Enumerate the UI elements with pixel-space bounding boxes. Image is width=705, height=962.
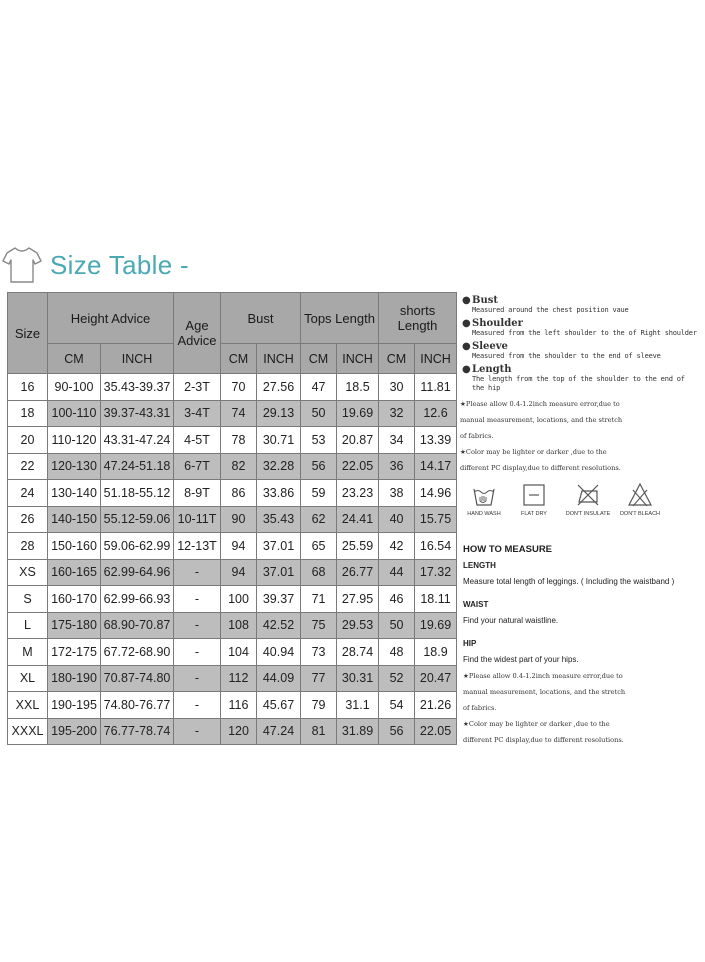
table-row xyxy=(8,453,457,480)
cell-height-inch: 51.18-55.12 xyxy=(101,480,174,507)
measurement-legend xyxy=(460,295,700,528)
cell-size: 22 xyxy=(8,453,48,480)
legend-item-shoulder xyxy=(460,318,700,338)
howto-length-head: LENGTH xyxy=(463,561,496,570)
cell-age: - xyxy=(174,692,221,719)
cell-height-cm: 110-120 xyxy=(48,427,101,454)
cell-age: 8-9T xyxy=(174,480,221,507)
header-tops-inch: INCH xyxy=(337,344,379,374)
cell-height-cm: 160-170 xyxy=(48,586,101,613)
cell-shorts-cm: 34 xyxy=(379,427,415,454)
flat-dry-icon xyxy=(521,482,547,508)
table-row xyxy=(8,533,457,560)
cell-height-inch: 43.31-47.24 xyxy=(101,427,174,454)
cell-size: 28 xyxy=(8,533,48,560)
cell-size: 18 xyxy=(8,400,48,427)
cell-shorts-inch: 18.9 xyxy=(415,639,457,666)
note-line: ★Please allow 0.4-1.2inch measure error,due to xyxy=(463,672,623,680)
header-age-advice xyxy=(174,293,221,374)
table-row xyxy=(8,480,457,507)
header-shorts-cm: CM xyxy=(379,344,415,374)
header-size: Size xyxy=(8,293,48,374)
cell-size: 24 xyxy=(8,480,48,507)
how-to-measure xyxy=(463,544,703,748)
size-table xyxy=(7,292,457,745)
table-row xyxy=(8,718,457,745)
table-row xyxy=(8,612,457,639)
cell-bust-inch: 27.56 xyxy=(257,374,301,401)
cell-tops-cm: 73 xyxy=(301,639,337,666)
cell-shorts-inch: 17.32 xyxy=(415,559,457,586)
bullet-icon: ● xyxy=(462,318,471,329)
cell-bust-cm: 112 xyxy=(221,665,257,692)
cell-tops-inch: 20.87 xyxy=(337,427,379,454)
cell-shorts-cm: 54 xyxy=(379,692,415,719)
cell-shorts-cm: 56 xyxy=(379,718,415,745)
cell-height-inch: 74.80-76.77 xyxy=(101,692,174,719)
cell-tops-cm: 53 xyxy=(301,427,337,454)
bullet-icon: ● xyxy=(462,364,471,375)
cell-bust-cm: 120 xyxy=(221,718,257,745)
header-tops-length: Tops Length xyxy=(301,293,379,344)
cell-height-cm: 175-180 xyxy=(48,612,101,639)
cell-tops-cm: 47 xyxy=(301,374,337,401)
cell-height-inch: 67.72-68.90 xyxy=(101,639,174,666)
cell-tops-cm: 71 xyxy=(301,586,337,613)
cell-tops-cm: 62 xyxy=(301,506,337,533)
note-line: of fabrics. xyxy=(460,432,494,440)
legend-item-sleeve xyxy=(460,341,700,361)
cell-height-cm: 160-165 xyxy=(48,559,101,586)
cell-tops-cm: 68 xyxy=(301,559,337,586)
header-bust-inch: INCH xyxy=(257,344,301,374)
cell-tops-inch: 31.89 xyxy=(337,718,379,745)
care-dont-bleach xyxy=(612,482,668,517)
cell-bust-inch: 40.94 xyxy=(257,639,301,666)
cell-shorts-cm: 46 xyxy=(379,586,415,613)
cell-bust-cm: 104 xyxy=(221,639,257,666)
legend-desc: Measured around the chest position vaue xyxy=(472,306,629,314)
cell-size: XXL xyxy=(8,692,48,719)
note-line: ★Color may be lighter or darker ,due to the xyxy=(460,448,607,456)
table-row xyxy=(8,665,457,692)
cell-height-cm: 180-190 xyxy=(48,665,101,692)
note-line: different PC display,due to different resolutions. xyxy=(463,736,624,744)
header-shorts-line1: shorts xyxy=(399,303,436,318)
header-shorts-line2: Length xyxy=(397,318,438,333)
cell-height-inch: 35.43-39.37 xyxy=(101,374,174,401)
howto-waist-text: Find your natural waistline. xyxy=(463,616,559,625)
cell-bust-cm: 94 xyxy=(221,559,257,586)
care-dont-insulate xyxy=(560,482,616,517)
cell-shorts-cm: 38 xyxy=(379,480,415,507)
cell-size: XS xyxy=(8,559,48,586)
note-line: ★Please allow 0.4-1.2inch measure error,due to xyxy=(460,400,620,408)
cell-height-cm: 120-130 xyxy=(48,453,101,480)
do-not-bleach-icon xyxy=(627,482,653,508)
cell-bust-inch: 33.86 xyxy=(257,480,301,507)
cell-height-cm: 190-195 xyxy=(48,692,101,719)
legend-item-bust xyxy=(460,295,700,315)
cell-size: M xyxy=(8,639,48,666)
care-hand-wash xyxy=(456,482,512,517)
legend-item-length xyxy=(460,364,700,393)
cell-shorts-cm: 52 xyxy=(379,665,415,692)
cell-tops-inch: 28.74 xyxy=(337,639,379,666)
cell-bust-inch: 35.43 xyxy=(257,506,301,533)
cell-shorts-inch: 22.05 xyxy=(415,718,457,745)
legend-head: Shoulder xyxy=(472,318,523,329)
title-row xyxy=(0,238,260,290)
bullet-icon: ● xyxy=(462,341,471,352)
table-row xyxy=(8,427,457,454)
cell-bust-inch: 30.71 xyxy=(257,427,301,454)
cell-height-inch: 62.99-64.96 xyxy=(101,559,174,586)
howto-title: HOW TO MEASURE xyxy=(463,544,553,555)
cell-tops-cm: 56 xyxy=(301,453,337,480)
cell-height-cm: 130-140 xyxy=(48,480,101,507)
cell-height-inch: 55.12-59.06 xyxy=(101,506,174,533)
cell-tops-cm: 75 xyxy=(301,612,337,639)
table-row xyxy=(8,639,457,666)
hand-wash-icon xyxy=(471,482,497,508)
cell-age: 4-5T xyxy=(174,427,221,454)
cell-height-inch: 39.37-43.31 xyxy=(101,400,174,427)
care-label: DON'T BLEACH xyxy=(619,511,661,517)
cell-tops-inch: 25.59 xyxy=(337,533,379,560)
cell-bust-inch: 45.67 xyxy=(257,692,301,719)
table-row xyxy=(8,559,457,586)
cell-bust-inch: 42.52 xyxy=(257,612,301,639)
cell-bust-inch: 32.28 xyxy=(257,453,301,480)
cell-size: L xyxy=(8,612,48,639)
howto-hip-head: HIP xyxy=(463,639,477,648)
legend-head: Length xyxy=(472,364,512,375)
howto-hip-text: Find the widest part of your hips. xyxy=(463,655,579,664)
header-height-inch: INCH xyxy=(101,344,174,374)
cell-bust-cm: 86 xyxy=(221,480,257,507)
table-row xyxy=(8,374,457,401)
cell-bust-cm: 100 xyxy=(221,586,257,613)
cell-height-cm: 172-175 xyxy=(48,639,101,666)
cell-tops-inch: 31.1 xyxy=(337,692,379,719)
howto-notes xyxy=(463,668,703,748)
legend-head: Bust xyxy=(472,295,498,306)
cell-shorts-inch: 14.17 xyxy=(415,453,457,480)
cell-height-cm: 140-150 xyxy=(48,506,101,533)
table-row xyxy=(8,692,457,719)
cell-tops-cm: 81 xyxy=(301,718,337,745)
cell-age: - xyxy=(174,639,221,666)
cell-height-cm: 150-160 xyxy=(48,533,101,560)
cell-height-inch: 76.77-78.74 xyxy=(101,718,174,745)
cell-size: 16 xyxy=(8,374,48,401)
tshirt-icon xyxy=(2,244,42,284)
cell-shorts-inch: 19.69 xyxy=(415,612,457,639)
header-tops-cm: CM xyxy=(301,344,337,374)
header-bust-cm: CM xyxy=(221,344,257,374)
cell-age: 2-3T xyxy=(174,374,221,401)
cell-shorts-cm: 42 xyxy=(379,533,415,560)
table-row xyxy=(8,400,457,427)
cell-age: 3-4T xyxy=(174,400,221,427)
cell-height-inch: 68.90-70.87 xyxy=(101,612,174,639)
cell-age: 12-13T xyxy=(174,533,221,560)
cell-shorts-inch: 20.47 xyxy=(415,665,457,692)
care-flat-dry xyxy=(506,482,562,517)
cell-height-inch: 59.06-62.99 xyxy=(101,533,174,560)
table-row xyxy=(8,506,457,533)
page-title: Size Table - xyxy=(50,250,189,280)
cell-bust-cm: 78 xyxy=(221,427,257,454)
cell-age: - xyxy=(174,612,221,639)
note-line: ★Color may be lighter or darker ,due to the xyxy=(463,720,610,728)
howto-length-text: Measure total length of leggings. ( Including the waistband ) xyxy=(463,577,675,586)
cell-tops-cm: 65 xyxy=(301,533,337,560)
cell-bust-inch: 29.13 xyxy=(257,400,301,427)
cell-height-inch: 47.24-51.18 xyxy=(101,453,174,480)
cell-tops-inch: 27.95 xyxy=(337,586,379,613)
note-line: of fabrics. xyxy=(463,704,497,712)
cell-tops-inch: 26.77 xyxy=(337,559,379,586)
care-label: DON'T INSULATE xyxy=(565,511,611,517)
cell-shorts-inch: 21.26 xyxy=(415,692,457,719)
cell-bust-cm: 94 xyxy=(221,533,257,560)
cell-bust-inch: 39.37 xyxy=(257,586,301,613)
cell-shorts-cm: 36 xyxy=(379,453,415,480)
note-line: manual measurement, locations, and the stretch xyxy=(463,688,626,696)
legend-head: Sleeve xyxy=(472,341,508,352)
cell-bust-inch: 37.01 xyxy=(257,533,301,560)
care-label: FLAT DRY xyxy=(521,511,547,517)
cell-height-cm: 195-200 xyxy=(48,718,101,745)
legend-desc: Measured from the shoulder to the end of sleeve xyxy=(472,352,661,360)
cell-height-inch: 70.87-74.80 xyxy=(101,665,174,692)
care-icons xyxy=(460,482,700,528)
note-line: different PC display,due to different resolutions. xyxy=(460,464,621,472)
header-height-advice: Height Advice xyxy=(48,293,174,344)
cell-shorts-inch: 13.39 xyxy=(415,427,457,454)
legend-desc: The length from the top of the shoulder to the end of the hip xyxy=(472,375,685,392)
cell-shorts-inch: 16.54 xyxy=(415,533,457,560)
cell-age: 6-7T xyxy=(174,453,221,480)
cell-shorts-cm: 32 xyxy=(379,400,415,427)
cell-age: - xyxy=(174,559,221,586)
header-age-line2: Advice xyxy=(177,333,217,348)
cell-age: - xyxy=(174,665,221,692)
cell-bust-cm: 90 xyxy=(221,506,257,533)
cell-shorts-inch: 14.96 xyxy=(415,480,457,507)
cell-bust-inch: 47.24 xyxy=(257,718,301,745)
bullet-icon: ● xyxy=(462,295,471,306)
howto-waist-head: WAIST xyxy=(463,600,489,609)
cell-bust-inch: 44.09 xyxy=(257,665,301,692)
cell-bust-cm: 116 xyxy=(221,692,257,719)
cell-size: 20 xyxy=(8,427,48,454)
cell-age: 10-11T xyxy=(174,506,221,533)
cell-size: XL xyxy=(8,665,48,692)
cell-shorts-cm: 50 xyxy=(379,612,415,639)
cell-shorts-cm: 30 xyxy=(379,374,415,401)
cell-tops-inch: 22.05 xyxy=(337,453,379,480)
cell-tops-cm: 79 xyxy=(301,692,337,719)
header-shorts-length xyxy=(379,293,457,344)
cell-tops-inch: 29.53 xyxy=(337,612,379,639)
cell-tops-cm: 77 xyxy=(301,665,337,692)
cell-tops-inch: 19.69 xyxy=(337,400,379,427)
header-bust: Bust xyxy=(221,293,301,344)
cell-height-cm: 90-100 xyxy=(48,374,101,401)
cell-tops-cm: 50 xyxy=(301,400,337,427)
cell-tops-inch: 23.23 xyxy=(337,480,379,507)
cell-size: XXXL xyxy=(8,718,48,745)
cell-tops-cm: 59 xyxy=(301,480,337,507)
cell-shorts-cm: 40 xyxy=(379,506,415,533)
cell-size: S xyxy=(8,586,48,613)
header-age-line1: Age xyxy=(185,318,209,333)
cell-bust-cm: 70 xyxy=(221,374,257,401)
table-row xyxy=(8,586,457,613)
legend-notes xyxy=(460,396,700,476)
header-shorts-inch: INCH xyxy=(415,344,457,374)
do-not-iron-icon xyxy=(575,482,601,508)
cell-shorts-inch: 12.6 xyxy=(415,400,457,427)
cell-height-cm: 100-110 xyxy=(48,400,101,427)
header-height-cm: CM xyxy=(48,344,101,374)
cell-height-inch: 62.99-66.93 xyxy=(101,586,174,613)
cell-tops-inch: 24.41 xyxy=(337,506,379,533)
cell-bust-cm: 82 xyxy=(221,453,257,480)
cell-age: - xyxy=(174,718,221,745)
cell-size: 26 xyxy=(8,506,48,533)
cell-shorts-inch: 11.81 xyxy=(415,374,457,401)
cell-shorts-cm: 48 xyxy=(379,639,415,666)
cell-age: - xyxy=(174,586,221,613)
cell-bust-inch: 37.01 xyxy=(257,559,301,586)
legend-desc: Measured from the left shoulder to the of Right shoulder xyxy=(472,329,697,337)
cell-tops-inch: 18.5 xyxy=(337,374,379,401)
cell-shorts-inch: 18.11 xyxy=(415,586,457,613)
note-line: manual measurement, locations, and the stretch xyxy=(460,416,623,424)
cell-shorts-cm: 44 xyxy=(379,559,415,586)
table-body xyxy=(8,374,457,745)
cell-tops-inch: 30.31 xyxy=(337,665,379,692)
cell-shorts-inch: 15.75 xyxy=(415,506,457,533)
care-label: HAND WASH xyxy=(467,511,501,517)
cell-bust-cm: 108 xyxy=(221,612,257,639)
cell-bust-cm: 74 xyxy=(221,400,257,427)
